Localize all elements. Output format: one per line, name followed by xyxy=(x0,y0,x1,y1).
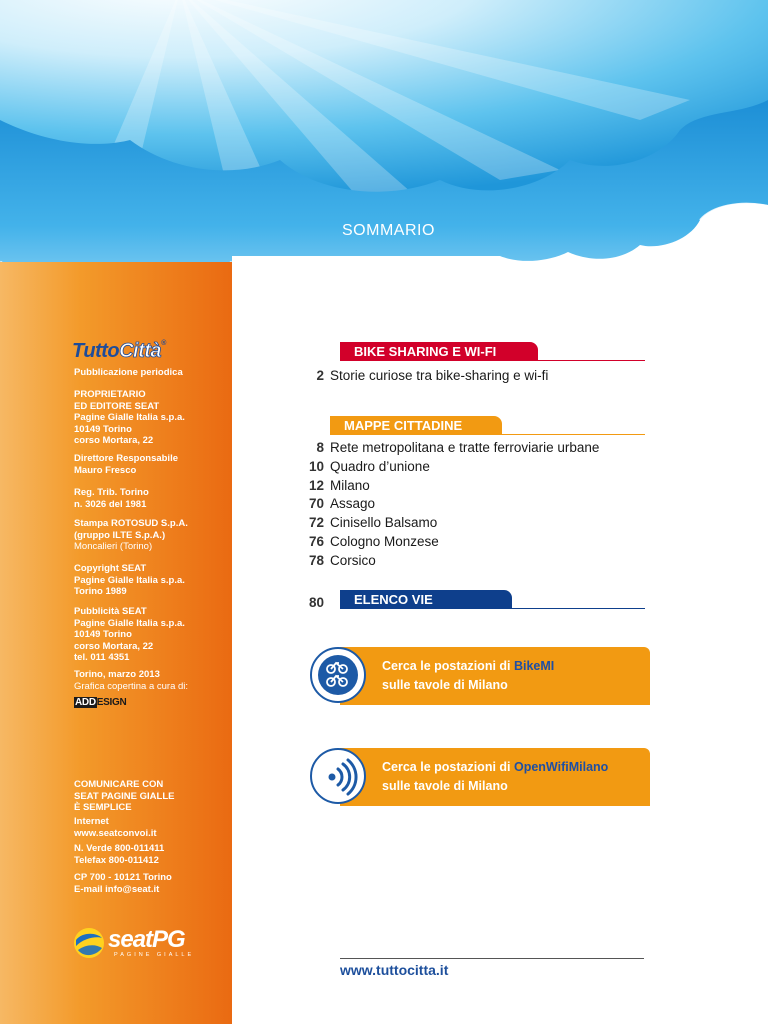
colophon-line: Pagine Gialle Italia s.p.a. xyxy=(74,574,185,586)
colophon-line: Moncalieri (Torino) xyxy=(74,541,153,552)
colophon-block xyxy=(74,669,188,692)
list-item xyxy=(300,551,660,570)
colophon-line: Pagine Gialle Italia s.p.a. xyxy=(74,412,185,423)
colophon-line: Torino, marzo 2013 xyxy=(74,669,160,680)
tuttocitta-logo: TuttoCittà® xyxy=(72,340,166,362)
bike-sharing-icon xyxy=(310,647,366,703)
list-item xyxy=(300,494,660,513)
colophon-line: È SEMPLICE xyxy=(74,802,132,813)
colophon-line: corso Mortara, 22 xyxy=(74,435,154,446)
addesign-logo: ADDESIGN xyxy=(75,697,127,708)
colophon-line: Direttore Responsabile xyxy=(74,453,178,464)
colophon-block xyxy=(74,872,172,895)
colophon-line: Pubblicazione periodica xyxy=(74,367,183,378)
colophon-block xyxy=(74,518,188,553)
bikemi-banner: Cerca le postazioni di BikeMI sulle tavole di Milano xyxy=(340,647,650,705)
colophon-line: SEAT PAGINE GIALLE xyxy=(74,790,175,802)
footer-rule xyxy=(340,958,644,959)
colophon-line: Grafica copertina a cura di: xyxy=(74,680,189,692)
colophon-line: E-mail info@seat.it xyxy=(74,883,160,895)
openwifi-banner: Cerca le postazioni di OpenWifiMilano sulle tavole di Milano xyxy=(340,748,650,806)
colophon-line: Copyright SEAT xyxy=(74,563,147,574)
colophon-line: Pagine Gialle Italia s.p.a. xyxy=(74,617,185,629)
colophon-block xyxy=(74,816,157,839)
list-item xyxy=(300,532,660,551)
colophon-line: COMUNICARE CON xyxy=(74,779,164,790)
page-number: 8 xyxy=(316,440,324,455)
list-item: 80 xyxy=(308,595,324,610)
colophon-line: www.seatconvoi.it xyxy=(74,827,157,839)
colophon-line: 10149 Torino xyxy=(74,423,132,435)
colophon-line: Internet xyxy=(74,816,109,827)
page-number: 78 xyxy=(308,552,324,568)
colophon-block xyxy=(74,563,185,598)
section-header-mappe-cittadine: MAPPE CITTADINE xyxy=(330,416,502,435)
list-item: 2 Storie curiose tra bike-sharing e wi-fi xyxy=(316,368,549,383)
colophon-line: Pubblicità SEAT xyxy=(74,606,147,617)
section-rule xyxy=(340,608,645,609)
colophon-line: Torino 1989 xyxy=(74,586,127,597)
entry-label: Cologno Monzese xyxy=(330,534,439,549)
colophon-line: Telefax 800-011412 xyxy=(74,854,159,866)
page-number: 76 xyxy=(308,534,324,549)
colophon-line: CP 700 - 10121 Torino xyxy=(74,872,172,883)
entry-label: Corsico xyxy=(330,552,376,568)
section-rule xyxy=(330,434,645,435)
list-item xyxy=(300,438,660,457)
colophon-block xyxy=(74,453,178,476)
colophon-line: Mauro Fresco xyxy=(74,464,137,476)
seat-pagine-gialle-logo: seatPG PAGINE GIALLE xyxy=(72,926,212,966)
wifi-icon xyxy=(310,748,366,804)
entry-label: Milano xyxy=(330,477,370,493)
page-number: 70 xyxy=(308,496,324,512)
entry-label: Cinisello Balsamo xyxy=(330,515,438,531)
list-item xyxy=(300,476,660,495)
colophon-block xyxy=(74,779,174,814)
entry-label: Assago xyxy=(330,496,376,512)
colophon-line: N. Verde 800-011411 xyxy=(74,843,165,854)
page-number: 10 xyxy=(308,458,324,474)
footer-url-link[interactable]: www.tuttocitta.it xyxy=(340,962,449,978)
colophon-line: 10149 Torino xyxy=(74,629,132,640)
colophon-line: (gruppo ILTE S.p.A.) xyxy=(74,529,166,541)
colophon-block xyxy=(74,487,149,510)
section-header-elenco-vie: ELENCO VIE xyxy=(340,590,512,609)
colophon-line: Stampa ROTOSUD S.p.A. xyxy=(74,518,188,529)
entry-label: Rete metropolitana e tratte ferroviarie urbane xyxy=(330,440,600,455)
colophon-block xyxy=(74,843,164,866)
colophon-line: PROPRIETARIO xyxy=(74,389,146,400)
section-rule xyxy=(340,360,645,361)
page-number: 72 xyxy=(308,515,324,531)
list-item xyxy=(300,457,660,476)
colophon-line: Reg. Trib. Torino xyxy=(74,487,149,498)
seat-globe-icon xyxy=(72,926,106,960)
colophon-block xyxy=(74,606,185,664)
colophon-line: n. 3026 del 1981 xyxy=(74,498,147,510)
list-item xyxy=(300,513,660,532)
page-title: SOMMARIO xyxy=(342,222,435,239)
colophon-line: corso Mortara, 22 xyxy=(74,640,154,652)
colophon-line: ED EDITORE SEAT xyxy=(74,400,160,412)
colophon-line: tel. 011 4351 xyxy=(74,652,130,663)
colophon-block xyxy=(74,389,185,447)
page-number: 12 xyxy=(308,477,324,493)
section-header-bike-sharing: BIKE SHARING E WI-FI xyxy=(340,342,538,361)
colophon-block xyxy=(74,367,183,379)
entry-label: Quadro d’unione xyxy=(330,458,430,474)
